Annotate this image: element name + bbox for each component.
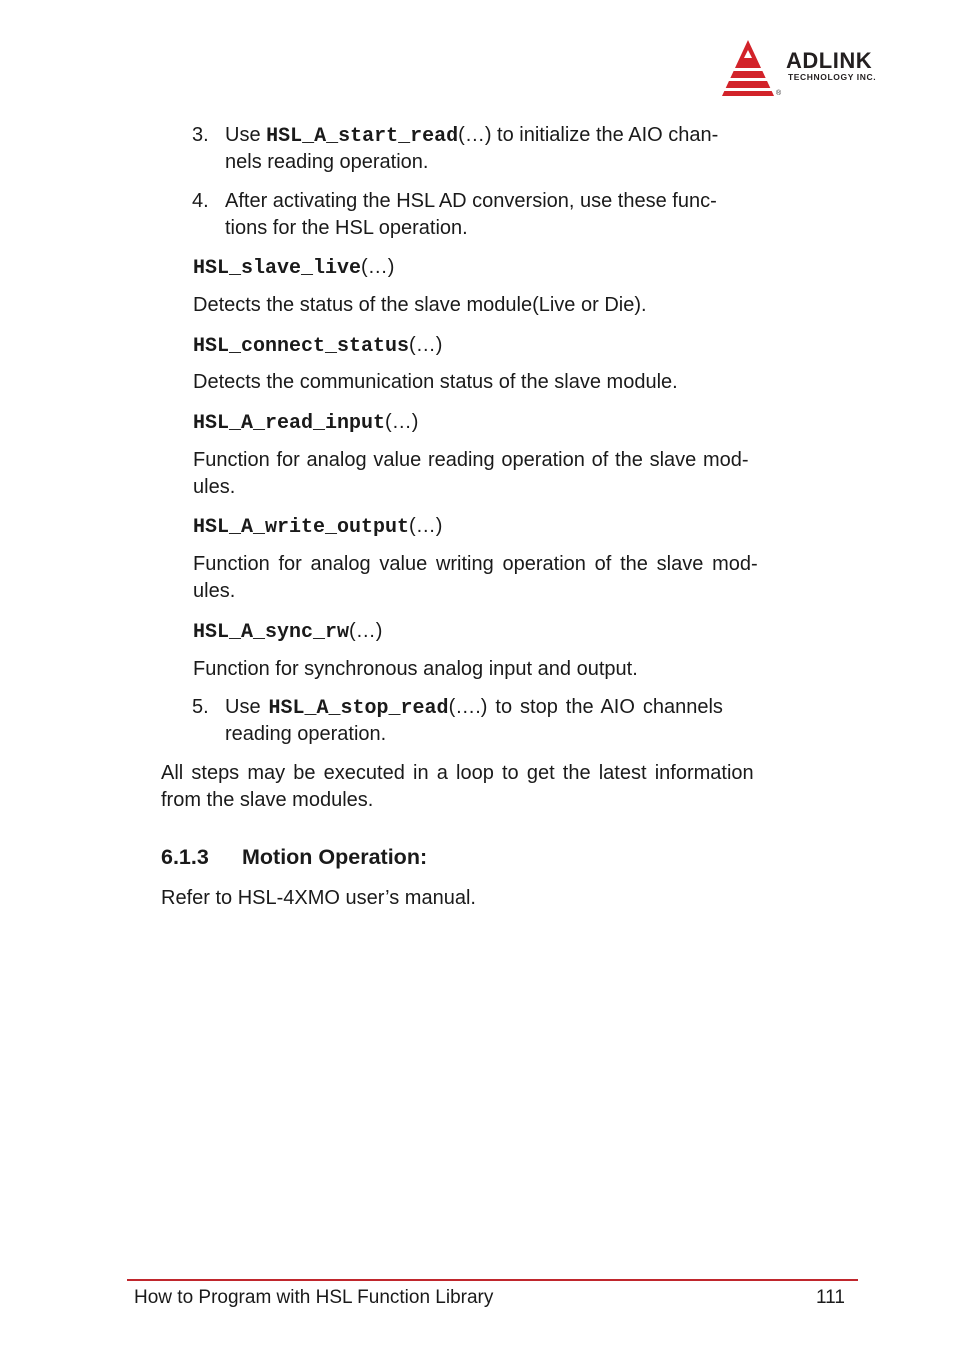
all-steps-line2: from the slave modules. (161, 789, 374, 811)
step5-pre: Use (225, 696, 269, 718)
step3-code: HSL_A_start_read (266, 125, 459, 148)
step5-line1 (225, 694, 723, 722)
function-name: HSL_A_sync_rw (193, 621, 350, 644)
function-signature (193, 618, 382, 646)
function-name: HSL_A_write_output (193, 516, 410, 539)
footer-page-number: 111 (816, 1287, 845, 1308)
logo-registered: ® (776, 90, 782, 97)
step5-code: HSL_A_stop_read (268, 697, 449, 720)
function-description: Function for synchronous analog input and output. (193, 658, 638, 680)
section-text: Refer to HSL-4XMO user’s manual. (161, 887, 476, 909)
function-description: Detects the status of the slave module(Live or Die). (193, 294, 647, 316)
step3-pre: Use (225, 124, 267, 146)
function-suffix: (…) (409, 515, 443, 537)
function-description: Function for analog value reading operation of the slave mod- (193, 449, 749, 471)
function-description-cont: ules. (193, 476, 236, 498)
function-signature (193, 254, 394, 282)
function-suffix: (…) (349, 620, 383, 642)
step5-post: (….) to stop the AIO channels (448, 696, 723, 718)
logo-brand: ADLINK (786, 48, 873, 73)
function-name: HSL_slave_live (193, 257, 362, 280)
function-suffix: (…) (385, 411, 419, 433)
step3-post: (…) to initialize the AIO chan- (458, 124, 719, 146)
step4-line1: After activating the HSL AD conversion, use these func- (225, 190, 717, 212)
function-signature (193, 409, 418, 437)
logo-subtitle: TECHNOLOGY INC. (788, 72, 877, 82)
step3-line2: nels reading operation. (225, 151, 429, 173)
section-title: Motion Operation: (242, 845, 428, 869)
function-description: Function for analog value writing operation of the slave mod- (193, 553, 758, 575)
function-description-cont: ules. (193, 580, 236, 602)
adlink-logo (722, 38, 912, 100)
function-name: HSL_A_read_input (193, 412, 386, 435)
section-number: 6.1.3 (161, 845, 209, 869)
function-suffix: (…) (361, 256, 395, 278)
step4-line2: tions for the HSL operation. (225, 217, 468, 239)
footer-rule (127, 1279, 858, 1281)
function-name: HSL_connect_status (193, 335, 410, 358)
all-steps-line1: All steps may be executed in a loop to get the latest information (161, 762, 754, 784)
function-description: Detects the communication status of the slave module. (193, 371, 678, 393)
step3-number: 3. (192, 124, 209, 146)
adlink-triangle-icon (722, 38, 782, 98)
function-signature (193, 332, 442, 360)
step5-number: 5. (192, 696, 209, 718)
step4-number: 4. (192, 190, 209, 212)
footer-chapter-title: How to Program with HSL Function Library (134, 1287, 494, 1308)
function-suffix: (…) (409, 334, 443, 356)
step5-line2: reading operation. (225, 723, 387, 745)
function-signature (193, 513, 442, 541)
step3-line1 (225, 122, 718, 150)
